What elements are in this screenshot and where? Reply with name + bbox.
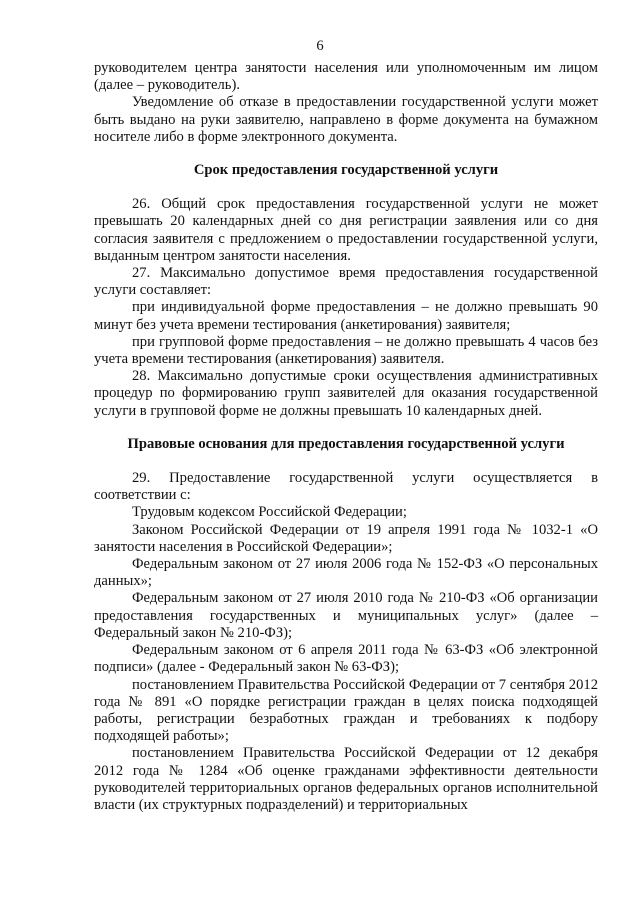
document-body (94, 60, 598, 814)
legal-basis-labor-code: Трудовым кодексом Российской Федерации; (132, 504, 407, 521)
paragraph-27: 27. Максимально допустимое время предоставления государственной услуги составляет: (94, 265, 598, 299)
paragraph-26: 26. Общий срок предоставления государственной услуги не может превышать 20 календарных дней со дня регистрации заявления или со дня согласия заявителя с предложением о предоставлении государственной услуги, выданным центром занятости населения. (94, 196, 598, 264)
paragraph-27-group: при групповой форме предоставления – не должно превышать 4 часов без учета времени тестирования (анкетирования) заявителя. (94, 333, 598, 368)
paragraph-29: 29. Предоставление государственной услуги осуществляется в соответствии с: (94, 470, 598, 504)
refusal-notice-paragraph: Уведомление об отказе в предоставлении государственной услуги может быть выдано на руки заявителю, направлено в форме документа на бумажном носителе либо в форме электронного документа. (94, 94, 598, 145)
page-number: 6 (316, 38, 324, 54)
legal-basis-employment-law: Законом Российской Федерации от 19 апреля 1991 года № 1032-1 «О занятости населения в Российской Федерации»; (94, 521, 598, 555)
legal-basis-152fz: Федеральным законом от 27 июля 2006 года № 152-ФЗ «О персональных данных»; (94, 556, 598, 590)
paragraph-28: 28. Максимально допустимые сроки осуществления административных процедур по формированию групп заявителей для оказания государственной услуги в групповой форме не должны превышать 10 календарных дней. (94, 368, 598, 419)
section-heading-legal-basis: Правовые основания для предоставления государственной услуги (127, 435, 565, 452)
section-heading-service-term: Срок предоставления государственной услуги (193, 162, 499, 179)
paragraph-27-individual: при индивидуальной форме предоставления – не должно превышать 90 минут без учета времени тестирования (анкетирования) заявителя; (94, 299, 598, 333)
legal-basis-210fz: Федеральным законом от 27 июля 2010 года № 210-ФЗ «Об организации предоставления государственных и муниципальных услуг» (далее – Федеральный закон № 210-ФЗ); (94, 590, 598, 641)
legal-basis-63fz: Федеральным законом от 6 апреля 2011 года № 63-ФЗ «Об электронной подписи» (далее - Федеральный закон № 63-ФЗ); (94, 642, 598, 676)
legal-basis-resolution-891: постановлением Правительства Российской Федерации от 7 сентября 2012 года № 891 «О порядке регистрации граждан в целях поиска подходящей работы, регистрации безработных граждан и требованиях к подбору подходящей работы»; (94, 676, 598, 745)
legal-basis-resolution-1284: постановлением Правительства Российской Федерации от 12 декабря 2012 года № 1284 «Об оценке гражданами эффективности деятельности руководителей территориальных органов федеральных органов исполнительной власти (их структурных подразделений) и территориальных (94, 745, 598, 813)
intro-paragraph-continued: руководителем центра занятости населения или уполномоченным им лицом (далее – руководитель). (94, 60, 598, 94)
